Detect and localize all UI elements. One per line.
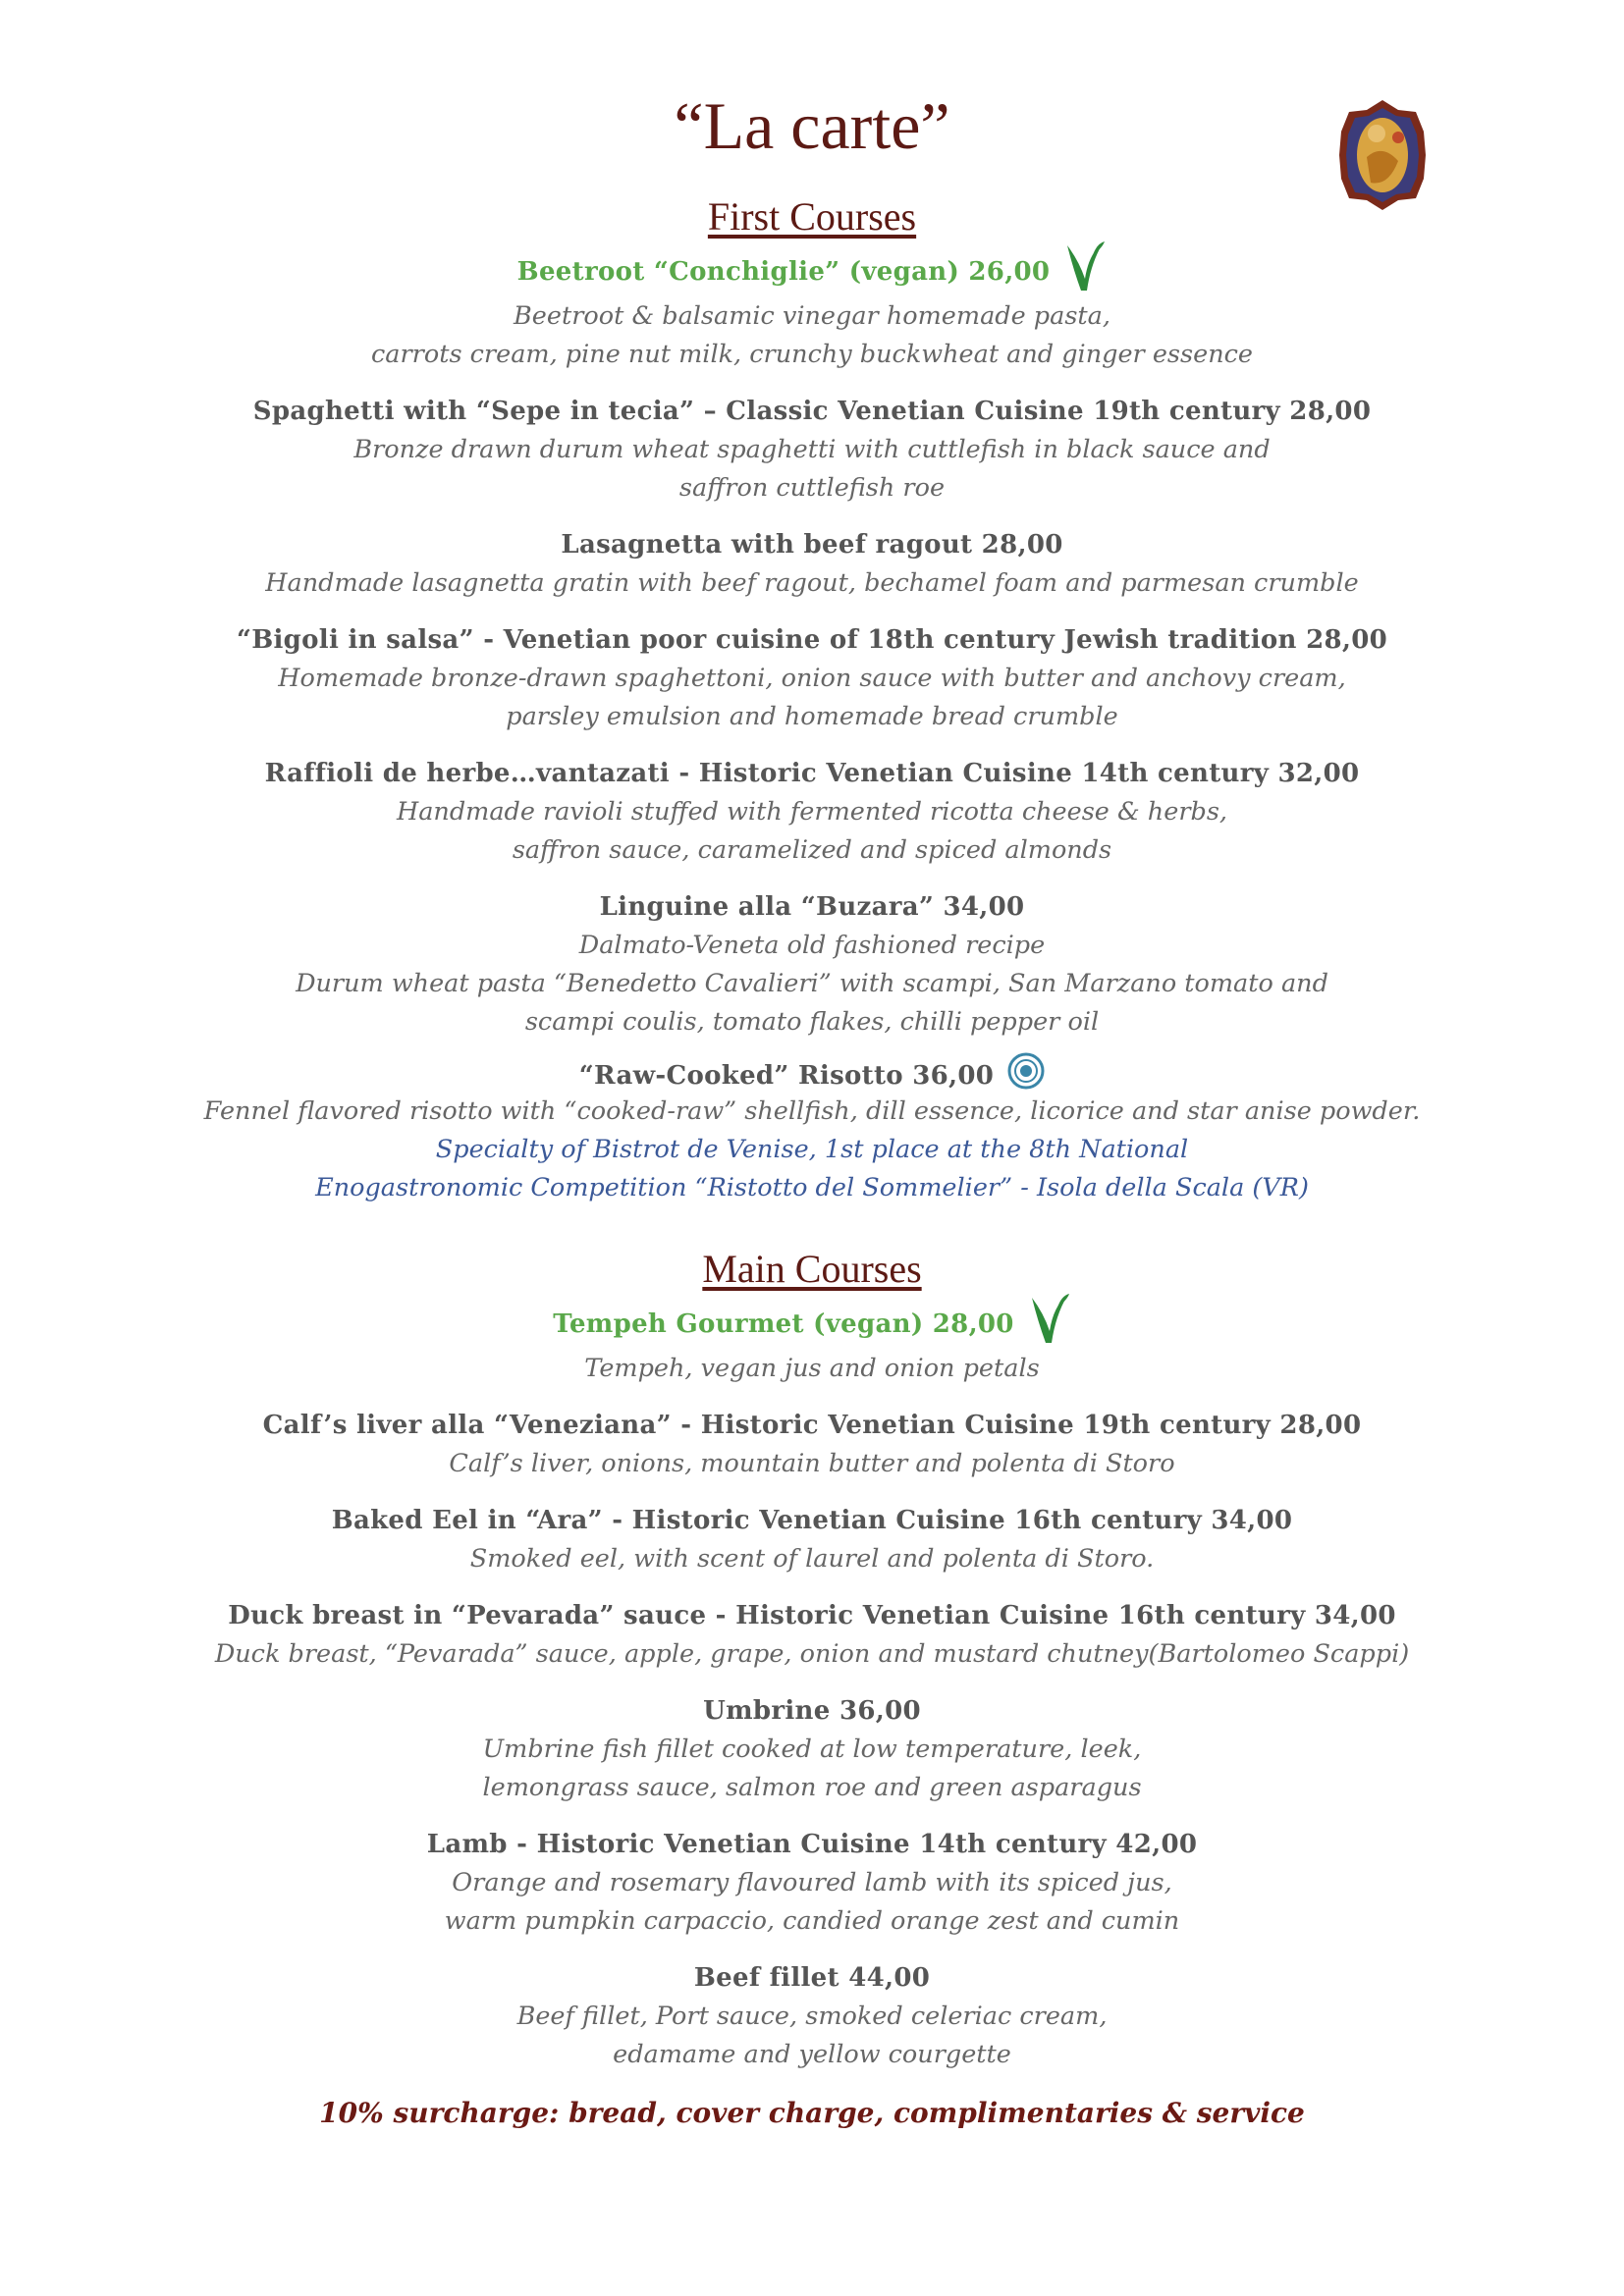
menu-item-name xyxy=(0,1959,1624,1998)
menu-item-description: Dalmato-Veneta old fashioned recipe xyxy=(578,931,1046,960)
menu-item-name xyxy=(0,1597,1624,1635)
menu-item-description: Duck breast, “Pevarada” sauce, apple, grape, onion and mustard chutney(Bartolomeo Scappi) xyxy=(214,1639,1410,1669)
menu-item-name xyxy=(0,1692,1624,1731)
menu-item-description: Beetroot & balsamic vinegar homemade pasta, xyxy=(514,301,1110,331)
menu-item-name xyxy=(0,1826,1624,1864)
menu-item-name xyxy=(0,526,1624,564)
menu-item-name-text: Baked Eel in “Ara” - Historic Venetian Cuisine 16th century 34,00 xyxy=(331,1506,1293,1535)
menu-item-description: Calf’s liver, onions, mountain butter and polenta di Storo xyxy=(449,1449,1175,1478)
menu-item-award-note: Specialty of Bistrot de Venise, 1st place at the 8th National xyxy=(435,1135,1189,1164)
menu-item-description: Durum wheat pasta “Benedetto Cavalieri” with scampi, San Marzano tomato and xyxy=(296,969,1328,998)
section-heading-first-courses: First Courses xyxy=(707,194,917,239)
menu-item-description: parsley emulsion and homemade bread crumble xyxy=(506,702,1118,731)
menu-item xyxy=(0,1292,1624,1388)
menu-item-description: warm pumpkin carpaccio, candied orange zest and cumin xyxy=(444,1906,1180,1936)
menu-item-description: scampi coulis, tomato flakes, chilli pepper oil xyxy=(524,1007,1100,1037)
menu-item-name xyxy=(0,1407,1624,1445)
menu-item xyxy=(0,621,1624,736)
menu-item-name xyxy=(0,621,1624,660)
menu-item xyxy=(0,755,1624,870)
menu-item-name-text: Beetroot “Conchiglie” (vegan) 26,00 xyxy=(516,257,1051,287)
menu-item-description: Beef fillet, Port sauce, smoked celeriac cream, xyxy=(516,2002,1108,2031)
surcharge-note: 10% surcharge: bread, cover charge, complimentaries & service xyxy=(319,2097,1305,2129)
menu-item-description: saffron sauce, caramelized and spiced almonds xyxy=(512,835,1112,865)
menu-item-name xyxy=(0,393,1624,431)
menu-item-description: saffron cuttlefish roe xyxy=(678,473,946,503)
menu-item-name-text: Lamb - Historic Venetian Cuisine 14th century 42,00 xyxy=(426,1830,1198,1859)
page-title: “La carte” xyxy=(674,88,950,163)
menu-item-award-note: Enogastronomic Competition “Ristotto del Sommelier” - Isola della Scala (VR) xyxy=(315,1173,1309,1202)
menu-item-name-text: Duck breast in “Pevarada” sauce - Historic Venetian Cuisine 16th century 34,00 xyxy=(228,1601,1396,1630)
main-courses-section xyxy=(0,1245,1624,2074)
menu-item-name-text: Lasagnetta with beef ragout 28,00 xyxy=(561,530,1063,560)
menu-item xyxy=(0,1959,1624,2074)
menu-item xyxy=(0,1692,1624,1807)
menu-item-description: carrots cream, pine nut milk, crunchy buckwheat and ginger essence xyxy=(371,340,1253,369)
menu-item-description: edamame and yellow courgette xyxy=(613,2040,1011,2069)
vegan-leaf-icon xyxy=(1063,240,1107,306)
menu-item-name xyxy=(0,755,1624,793)
menu-item-name-text: Calf’s liver alla “Veneziana” - Historic Venetian Cuisine 19th century 28,00 xyxy=(262,1411,1362,1440)
menu-item xyxy=(0,393,1624,507)
menu-item-name-text: Linguine alla “Buzara” 34,00 xyxy=(599,892,1025,922)
menu-item-name xyxy=(0,240,1624,306)
menu-item xyxy=(0,1502,1624,1578)
menu-item-description: Umbrine fish fillet cooked at low temperature, leek, xyxy=(482,1735,1142,1764)
menu-item-name-text: Beef fillet 44,00 xyxy=(693,1963,931,1993)
menu-item xyxy=(0,1597,1624,1674)
menu-item xyxy=(0,888,1624,1041)
menu-item-description: Smoked eel, with scent of laurel and polenta di Storo. xyxy=(469,1544,1155,1574)
menu-item-description: Handmade lasagnetta gratin with beef ragout, bechamel foam and parmesan crumble xyxy=(265,568,1359,598)
menu-item-description: Orange and rosemary flavoured lamb with its spiced jus, xyxy=(452,1868,1172,1897)
menu-item-description: lemongrass sauce, salmon roe and green asparagus xyxy=(482,1773,1142,1802)
menu-item-description: Tempeh, vegan jus and onion petals xyxy=(584,1354,1040,1383)
menu-item xyxy=(0,526,1624,603)
menu-item-description: Handmade ravioli stuffed with fermented ricotta cheese & herbs, xyxy=(396,797,1228,827)
menu-item-name-text: Umbrine 36,00 xyxy=(703,1696,921,1726)
first-courses-section xyxy=(0,192,1624,1207)
menu-item-name-text: Spaghetti with “Sepe in tecia” – Classic Venetian Cuisine 19th century 28,00 xyxy=(252,397,1372,426)
menu-item-name-text: Tempeh Gourmet (vegan) 28,00 xyxy=(553,1309,1014,1339)
vegan-leaf-icon xyxy=(1028,1292,1071,1359)
section-heading-main-courses: Main Courses xyxy=(702,1247,922,1291)
menu-item xyxy=(0,1407,1624,1483)
menu-item xyxy=(0,240,1624,374)
menu-item-description: Homemade bronze-drawn spaghettoni, onion sauce with butter and anchovy cream, xyxy=(278,664,1346,693)
menu-item-name-text: Raffioli de herbe…vantazati - Historic Venetian Cuisine 14th century 32,00 xyxy=(264,759,1360,788)
menu-item-description: Fennel flavored risotto with “cooked-raw” shellfish, dill essence, licorice and star anise powder. xyxy=(203,1096,1421,1126)
menu-item-name xyxy=(0,888,1624,927)
menu-item-description: Bronze drawn durum wheat spaghetti with cuttlefish in black sauce and xyxy=(353,435,1271,464)
menu-item-name-text: “Raw-Cooked” Risotto 36,00 xyxy=(578,1061,995,1091)
menu-item xyxy=(0,1052,1624,1207)
menu-item-name xyxy=(0,1502,1624,1540)
menu-item-name-text: “Bigoli in salsa” - Venetian poor cuisine of 18th century Jewish tradition 28,00 xyxy=(236,625,1388,655)
menu-item xyxy=(0,1826,1624,1941)
menu-item-name xyxy=(0,1292,1624,1359)
